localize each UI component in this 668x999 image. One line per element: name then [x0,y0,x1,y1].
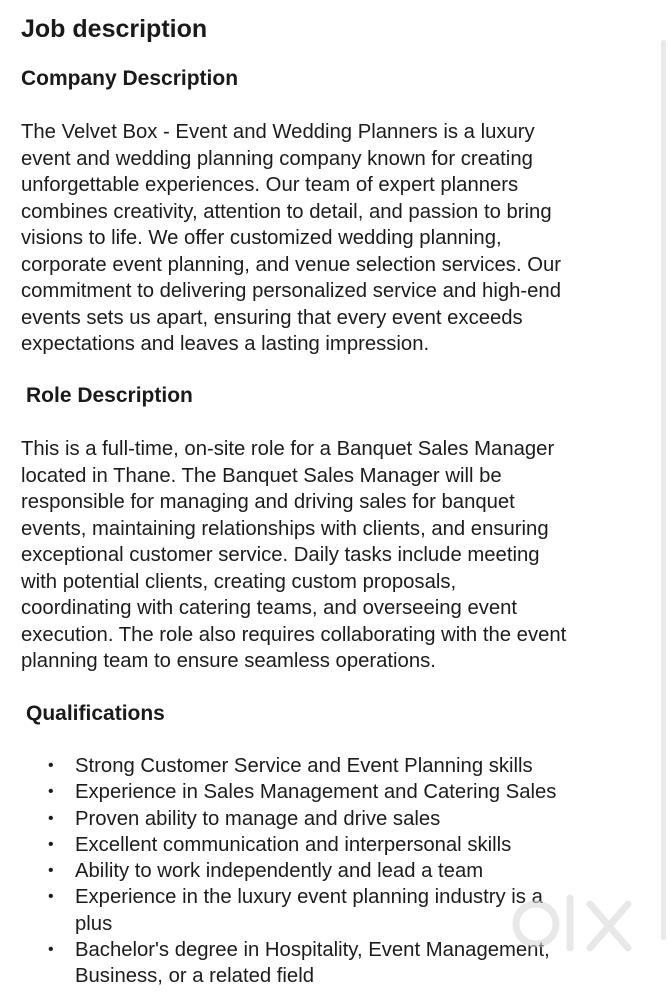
scrollbar[interactable] [661,40,666,940]
role-line: responsible for managing and driving sales for banquet [21,491,515,513]
role-line: exceptional customer service. Daily tasks include meeting [21,544,540,566]
company-line: unforgettable experiences. Our team of expert planners [21,174,519,196]
list-item [0,779,640,805]
role-line: events, maintaining relationships with clients, and ensuring [21,517,549,540]
role-line: execution. The role also requires collaborating with the event [21,623,567,646]
role-line: coordinating with catering teams, and overseeing event [21,597,518,619]
qualification-text: Proven ability to manage and drive sales [75,807,441,830]
company-line: visions to life. We offer customized wedding planning, [21,227,502,249]
qualification-text: Ability to work independently and lead a team [75,860,484,883]
qualification-text: Experience in the luxury event planning industry is a [75,886,543,909]
company-line: The Velvet Box - Event and Wedding Planners is a luxury [21,121,535,143]
qualification-text: Experience in Sales Management and Catering Sales [75,781,557,804]
bullet-icon: • [48,783,54,801]
list-item [0,858,640,884]
role-line: planning team to ensure seamless operations. [21,650,436,672]
bullet-icon: • [48,757,54,774]
role-description-text [21,436,661,675]
role-line: with potential clients, creating custom proposals, [21,570,457,593]
list-item [0,753,640,779]
list-item [0,806,640,832]
list-item [0,937,640,990]
company-line: expectations and leaves a lasting impression. [21,333,430,355]
qualifications-heading: Qualifications [26,702,165,725]
list-item [0,832,640,858]
company-description-heading: Company Description [21,67,239,90]
company-line: combines creativity, attention to detail, and passion to bring [21,200,552,223]
page-title: Job description [21,15,208,43]
company-line: commitment to delivering personalized service and high-end [21,280,561,302]
role-description-heading: Role Description [26,384,193,407]
qualification-text: Bachelor's degree in Hospitality, Event Management, [75,939,550,962]
company-line: event and wedding planning company known for creating [21,147,533,170]
company-description-text [21,119,661,358]
qualifications-list [0,753,640,990]
role-line: located in Thane. The Banquet Sales Manager will be [21,464,502,487]
bullet-icon: • [48,835,54,853]
bullet-icon: • [48,862,54,880]
qualification-text: Excellent communication and interpersonal skills [75,833,512,856]
bullet-icon: • [48,941,54,959]
company-line: events sets us apart, ensuring that every event exceeds [21,306,523,329]
bullet-icon: • [48,809,54,827]
qualification-text: plus [75,912,113,935]
company-line: corporate event planning, and venue selection services. Our [21,253,562,276]
qualification-text: Business, or a related field [75,965,314,988]
qualification-text: Strong Customer Service and Event Planning skills [75,755,533,777]
role-line: This is a full-time, on-site role for a Banquet Sales Manager [21,438,555,460]
list-item [0,884,640,937]
bullet-icon: • [48,888,54,906]
